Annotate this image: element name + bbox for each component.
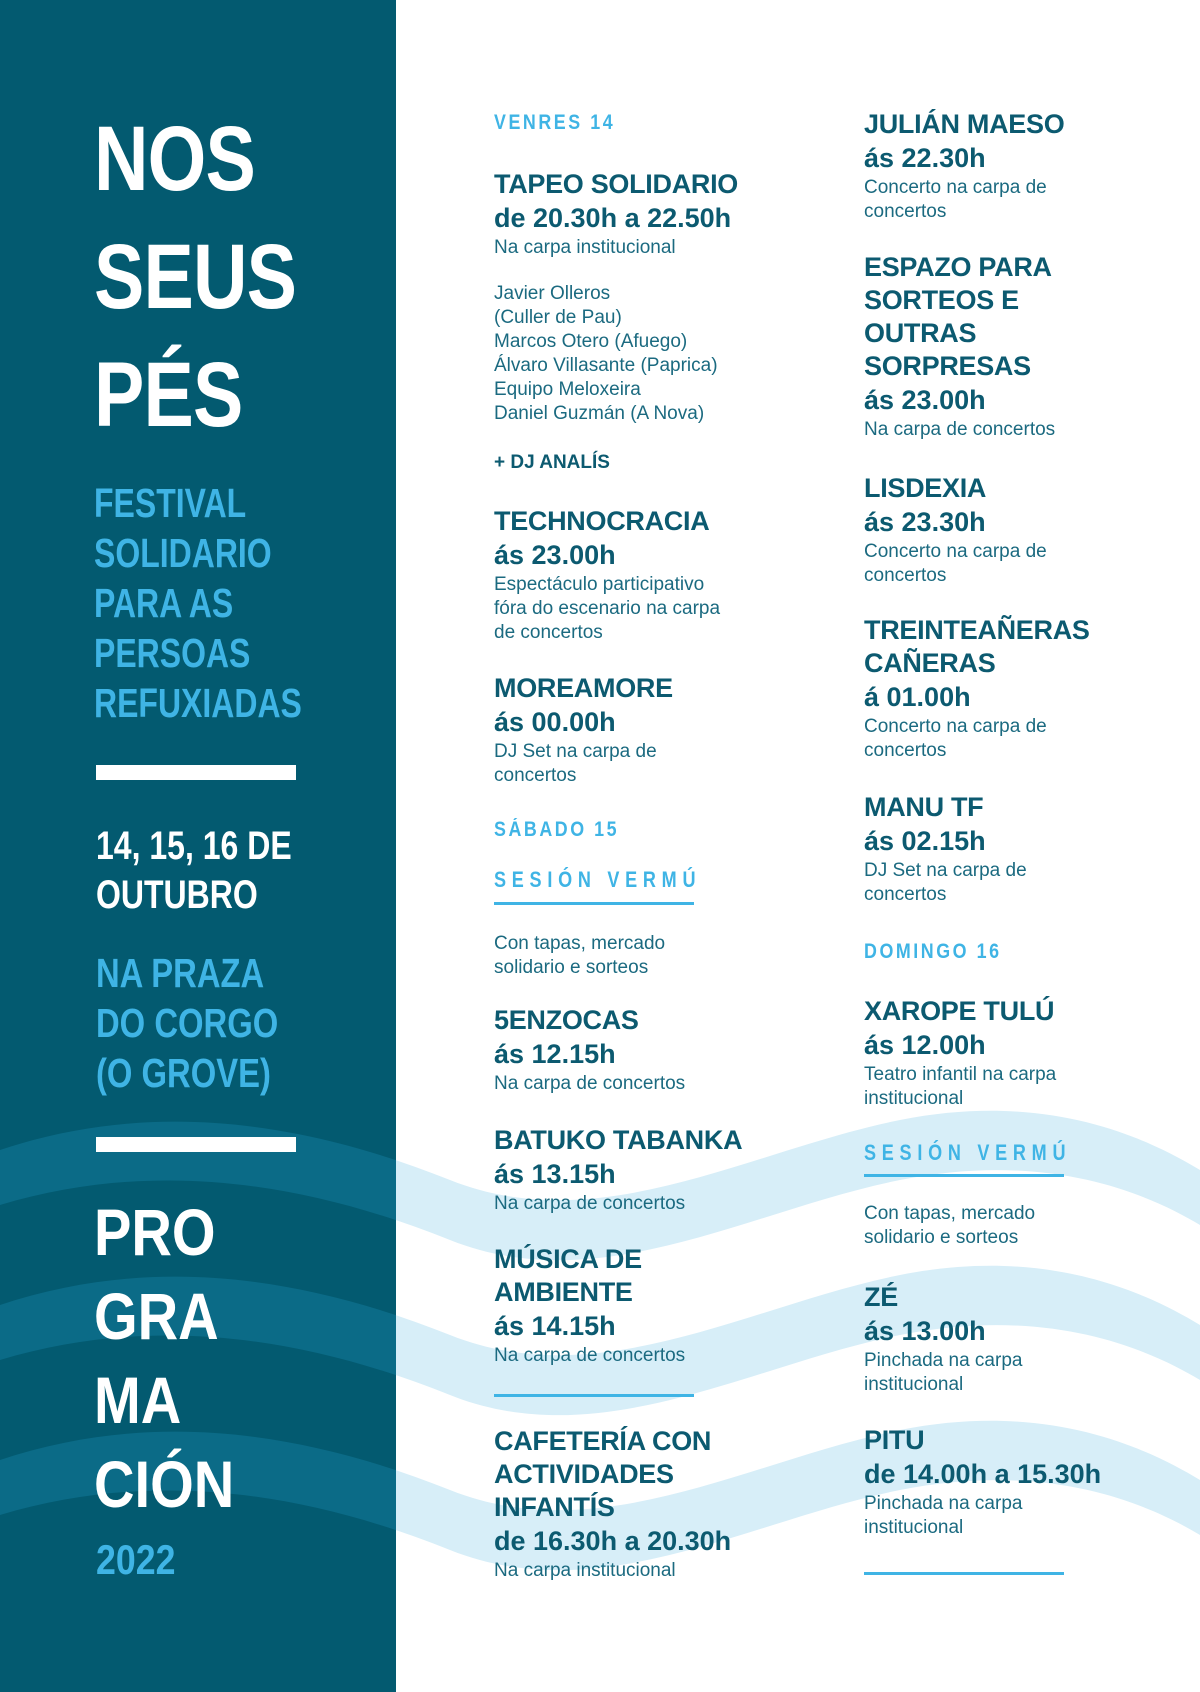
event-description: Na carpa de concertos <box>494 1193 686 1214</box>
event-description: institucional <box>864 1374 964 1395</box>
event-espazo-sorteos <box>864 251 1055 442</box>
session-description <box>864 1202 1035 1250</box>
heading-line: CIÓN <box>94 1447 235 1521</box>
session-desc-line: solidario e sorteos <box>864 1227 1019 1248</box>
festival-subtitle <box>94 478 302 728</box>
event-title: CAÑERAS <box>864 648 996 678</box>
year-label: 2022 <box>96 1536 176 1583</box>
heading-line: PRO <box>94 1195 216 1269</box>
event-description: Concerto na carpa de <box>864 177 1047 198</box>
chef-item: Álvaro Villasante (Paprica) <box>494 355 718 376</box>
session-desc-line: Con tapas, mercado <box>864 1203 1036 1224</box>
event-description: Concerto na carpa de <box>864 541 1047 562</box>
event-time: ás 23.00h <box>494 540 616 570</box>
event-ze <box>864 1281 1022 1397</box>
event-title: JULIÁN MAESO <box>864 109 1065 139</box>
event-moreamore <box>494 672 673 788</box>
day-heading-saturday: SÁBADO 15 <box>494 818 620 841</box>
event-description: Teatro infantil na carpa <box>864 1064 1057 1085</box>
event-tapeo-solidario <box>494 168 738 260</box>
chef-item: Equipo Meloxeira <box>494 379 641 400</box>
dj-analis: + DJ ANALÍS <box>494 452 610 473</box>
location-line: NA PRAZA <box>96 950 265 996</box>
dates-line: OUTUBRO <box>96 873 258 917</box>
event-time: ás 12.00h <box>864 1030 986 1060</box>
dates-line: 14, 15, 16 DE <box>96 824 292 868</box>
session-vermu-label: SESIÓN VERMÚ <box>864 1140 1072 1165</box>
session-description <box>494 932 665 980</box>
event-title: ESPAZO PARA <box>864 252 1052 282</box>
event-description: Na carpa institucional <box>494 1560 676 1581</box>
event-title: MÚSICA DE <box>494 1244 642 1274</box>
event-description: de concertos <box>494 622 603 643</box>
subtitle-line: FESTIVAL <box>94 480 247 526</box>
event-title: ZÉ <box>864 1282 898 1312</box>
day-heading-friday: VENRES 14 <box>494 111 616 134</box>
event-title: INFANTÍS <box>494 1492 615 1522</box>
event-time: ás 13.15h <box>494 1159 616 1189</box>
event-time: ás 23.00h <box>864 385 986 415</box>
festival-title <box>94 100 341 454</box>
chef-item: Marcos Otero (Afuego) <box>494 331 688 352</box>
event-title: ACTIVIDADES <box>494 1459 674 1489</box>
heading-line: GRA <box>94 1279 219 1353</box>
chef-item: Javier Olleros <box>494 283 611 304</box>
event-time: ás 12.15h <box>494 1039 616 1069</box>
event-description: institucional <box>864 1517 964 1538</box>
chef-list <box>494 282 718 426</box>
event-time: ás 22.30h <box>864 143 986 173</box>
divider <box>96 765 296 780</box>
event-description: fóra do escenario na carpa <box>494 598 721 619</box>
event-description: concertos <box>864 201 947 222</box>
festival-location <box>96 948 278 1098</box>
event-technocracia <box>494 505 720 645</box>
session-underline <box>494 902 694 905</box>
event-cafeteria <box>494 1425 731 1583</box>
event-time: de 16.30h a 20.30h <box>494 1526 732 1556</box>
title-line: SEUS <box>94 226 297 328</box>
event-title: SORTEOS E <box>864 285 1019 315</box>
event-time: ás 23.30h <box>864 507 986 537</box>
heading-line: MA <box>94 1363 182 1437</box>
event-title: MOREAMORE <box>494 673 673 703</box>
session-vermu-label: SESIÓN VERMÚ <box>494 867 702 892</box>
event-julian-maeso <box>864 108 1064 224</box>
event-description: concertos <box>864 740 947 761</box>
event-description: DJ Set na carpa de <box>494 741 657 762</box>
event-title: TAPEO SOLIDARIO <box>494 169 739 199</box>
event-title: SORPRESAS <box>864 351 1031 381</box>
chef-item: Daniel Guzmán (A Nova) <box>494 403 705 424</box>
subtitle-line: SOLIDARIO <box>94 530 272 576</box>
event-title: 5ENZOCAS <box>494 1005 639 1035</box>
event-title: LISDEXIA <box>864 473 987 503</box>
subtitle-line: REFUXIADAS <box>94 680 302 726</box>
event-description: institucional <box>864 1088 964 1109</box>
event-description: concertos <box>864 884 947 905</box>
event-xarope-tulu <box>864 995 1056 1111</box>
event-treinteaneras-caneras <box>864 614 1090 763</box>
event-title: PITU <box>864 1425 925 1455</box>
event-description: Pinchada na carpa <box>864 1350 1023 1371</box>
day-heading-sunday: DOMINGO 16 <box>864 940 1002 963</box>
event-title: XAROPE TULÚ <box>864 996 1055 1026</box>
event-musica-de-ambiente <box>494 1243 685 1368</box>
location-line: DO CORGO <box>96 1000 279 1046</box>
programacion-heading <box>94 1190 234 1526</box>
section-divider <box>494 1394 694 1397</box>
event-title: TECHNOCRACIA <box>494 506 710 536</box>
event-time: de 14.00h a 15.30h <box>864 1459 1102 1489</box>
event-time: ás 02.15h <box>864 826 986 856</box>
event-lisdexia <box>864 472 1047 588</box>
subtitle-line: PERSOAS <box>94 630 251 676</box>
event-batuko-tabanka <box>494 1124 742 1216</box>
event-description: Pinchada na carpa <box>864 1493 1023 1514</box>
event-title: MANU TF <box>864 792 984 822</box>
subtitle-line: PARA AS <box>94 580 234 626</box>
event-description: Espectáculo participativo <box>494 574 705 595</box>
event-description: concertos <box>864 565 947 586</box>
event-description: Concerto na carpa de <box>864 716 1047 737</box>
event-time: ás 00.00h <box>494 707 616 737</box>
event-description: Na carpa institucional <box>494 237 676 258</box>
event-description: Na carpa de concertos <box>494 1345 686 1366</box>
session-desc-line: solidario e sorteos <box>494 957 649 978</box>
event-time: ás 14.15h <box>494 1311 616 1341</box>
event-title: OUTRAS <box>864 318 977 348</box>
festival-dates <box>96 822 292 920</box>
event-time: ás 13.00h <box>864 1316 986 1346</box>
section-divider <box>864 1572 1064 1575</box>
event-description: concertos <box>494 765 577 786</box>
event-description: DJ Set na carpa de <box>864 860 1027 881</box>
event-time: de 20.30h a 22.50h <box>494 203 732 233</box>
location-line: (O GROVE) <box>96 1050 271 1096</box>
session-underline <box>864 1174 1064 1177</box>
title-line: PÉS <box>94 344 243 446</box>
event-description: Na carpa de concertos <box>864 419 1056 440</box>
event-pitu <box>864 1424 1101 1540</box>
event-time: á 01.00h <box>864 682 971 712</box>
event-description: Na carpa de concertos <box>494 1073 686 1094</box>
divider <box>96 1137 296 1152</box>
event-title: TREINTEAÑERAS <box>864 615 1090 645</box>
chef-item: (Culler de Pau) <box>494 307 622 328</box>
event-5enzocas <box>494 1004 685 1096</box>
event-manu-tf <box>864 791 1027 907</box>
title-line: NOS <box>94 108 256 210</box>
session-desc-line: Con tapas, mercado <box>494 933 666 954</box>
sidebar-panel <box>0 0 396 1692</box>
event-title: BATUKO TABANKA <box>494 1125 743 1155</box>
event-title: CAFETERÍA CON <box>494 1426 712 1456</box>
event-title: AMBIENTE <box>494 1277 633 1307</box>
